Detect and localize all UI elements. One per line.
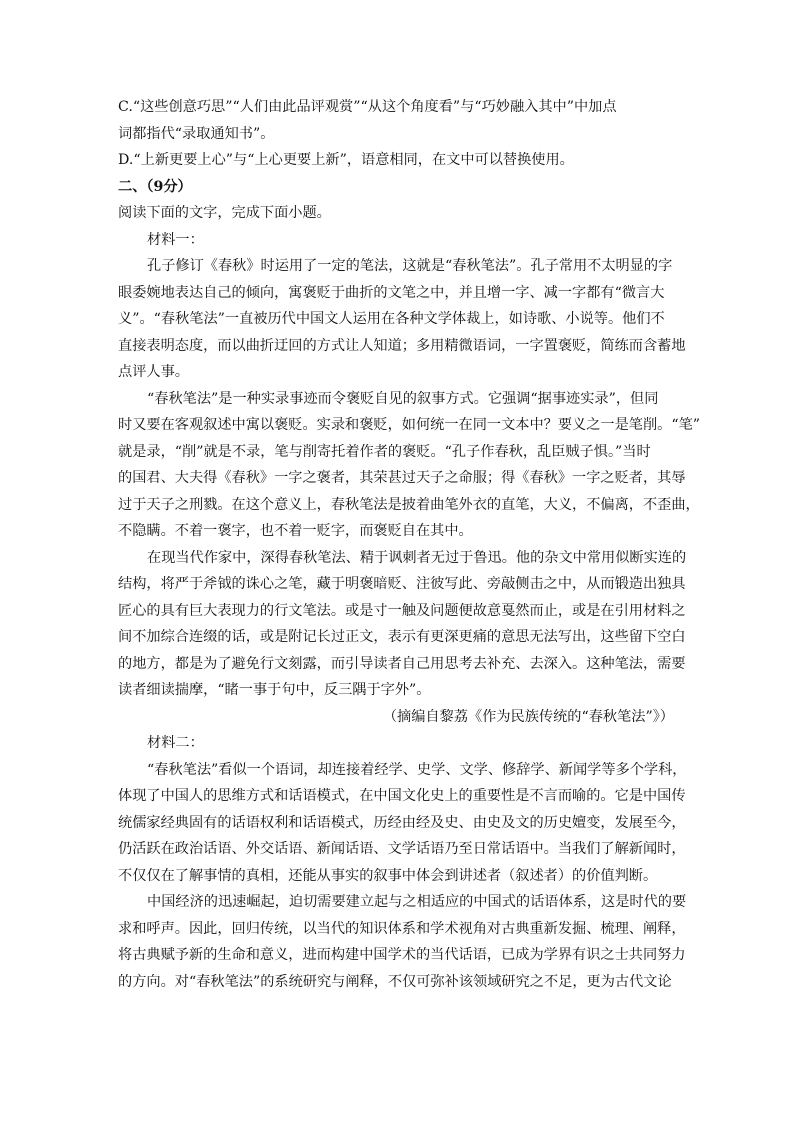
option-c-line-1: C.“这些创意巧思”“人们由此品评观赏”“从这个角度看”与“巧妙融入其中”中加点 <box>118 99 617 115</box>
text-line: 的地方，都是为了避免行文刻露，而引导读者自己用思考去补充、去深入。这种笔法，需要 <box>118 655 686 672</box>
material-one-paragraph-2 <box>118 386 701 545</box>
text-line: 义”。“春秋笔法”一直被历代中国文人运用在各种文学体裁上，如诗歌、小说等。他们不 <box>118 311 665 327</box>
text-line: 中国经济的迅速崛起，迫切需要建立起与之相适应的中国式的话语体系，这是时代的要 <box>147 894 687 910</box>
section-heading: 二、（9分） <box>118 178 192 195</box>
text-line: 仍活跃在政治话语、外交话语、新闻话语、文学话语乃至日常话语中。当我们了解新闻时， <box>118 841 686 857</box>
text-line: 的国君、大夫得《春秋》一字之褒者，其荣甚过天子之命服；得《春秋》一字之贬者，其辱 <box>118 470 686 486</box>
text-line: 就是录，“削”就是不录，笔与削寄托着作者的褒贬。“孔子作春秋，乱臣贼子惧。”当时 <box>118 443 651 460</box>
text-line: 不隐瞒。不着一褒字，也不着一贬字，而褒贬自在其中。 <box>118 523 473 539</box>
text-line: 眼委婉地表达自己的倾向，寓褒贬于曲折的文笔之中，并且增一字、减一字都有“微言大 <box>118 284 665 301</box>
text-line: 直接表明态度，而以曲折迂回的方式让人知道；多用精微语词，一字置褒贬，简练而含蓄地 <box>118 337 686 354</box>
text-line: 点评人事。 <box>118 364 189 380</box>
material-one-label: 材料一： <box>147 231 204 248</box>
text-line: “春秋笔法”是一种实录事迹而令褒贬自见的叙事方式。它强调“据事迹实录”，但同 <box>147 390 659 407</box>
material-two-label: 材料二： <box>147 735 204 751</box>
text-line: 结构，将严于斧钺的诛心之笔，藏于明褒暗贬、注彼写此、旁敲侧击之中，从而锻造出独具 <box>118 576 686 592</box>
text-line: 在现当代作家中，深得春秋笔法、精于讽刺者无过于鲁迅。他的杂文中常用似断实连的 <box>147 549 687 566</box>
document-page <box>118 94 701 995</box>
text-line: 时又要在客观叙述中寓以褒贬。实录和褒贬，如何统一在同一文本中？要义之一是笔削。“笔” <box>118 417 701 433</box>
option-c-line-2: 词都指代“录取通知书”。 <box>118 125 275 142</box>
material-one-paragraph-3 <box>118 545 687 704</box>
text-line: 过于天子之刑戮。在这个意义上，春秋笔法是披着曲笔外衣的直笔，大义，不偏离，不歪曲， <box>118 496 700 513</box>
text-line: 间不加综合连缀的话，或是附记长过正文，表示有更深更痛的意思无法写出，这些留下空白 <box>118 629 686 645</box>
material-two-paragraph-1 <box>118 757 687 890</box>
text-line: 读者细读揣摩，“睹一事于句中，反三隅于字外”。 <box>118 682 431 698</box>
text-line: 统儒家经典固有的话语权利和话语模式，历经由经及史、由史及文的历史嬗变，发展至今， <box>118 814 686 831</box>
text-line: 求和呼声。因此，回归传统，以当代的知识体系和学术视角对古典重新发掘、梳理、阐释， <box>118 920 686 937</box>
text-line: 不仅仅在了解事情的真相，还能从事实的叙事中体会到讲述者（叙述者）的价值判断。 <box>118 867 658 884</box>
text-line: 将古典赋予新的生命和意义，进而构建中国学术的当代话语，已成为学界有识之士共同努力 <box>118 947 686 963</box>
text-line: 体现了中国人的思维方式和话语模式，在中国文化史上的重要性是不言而喻的。它是中国传 <box>118 788 686 804</box>
text-line: 匠心的具有巨大表现力的行文笔法。或是寸一触及问题便故意戛然而止，或是在引用材料之 <box>118 602 686 619</box>
section-instruction: 阅读下面的文字，完成下面小题。 <box>118 205 331 221</box>
material-one-source: （摘编自黎荔《作为民族传统的“春秋笔法”》） <box>382 708 674 725</box>
text-line: “春秋笔法”看似一个语词，却连接着经学、史学、文学、修辞学、新闻学等多个学科， <box>147 761 687 778</box>
text-line: 的方向。对“春秋笔法”的系统研究与阐释，不仅可弥补该领域研究之不足，更为古代文论 <box>118 973 672 990</box>
option-d-line-1: D.“上新更要上心”与“上心更要上新”，语意相同，在文中可以替换使用。 <box>118 152 574 168</box>
material-one-paragraph-1 <box>118 253 686 386</box>
text-line: 孔子修订《春秋》时运用了一定的笔法，这就是“春秋笔法”。孔子常用不太明显的字 <box>147 258 673 274</box>
material-two-paragraph-2 <box>118 889 687 995</box>
